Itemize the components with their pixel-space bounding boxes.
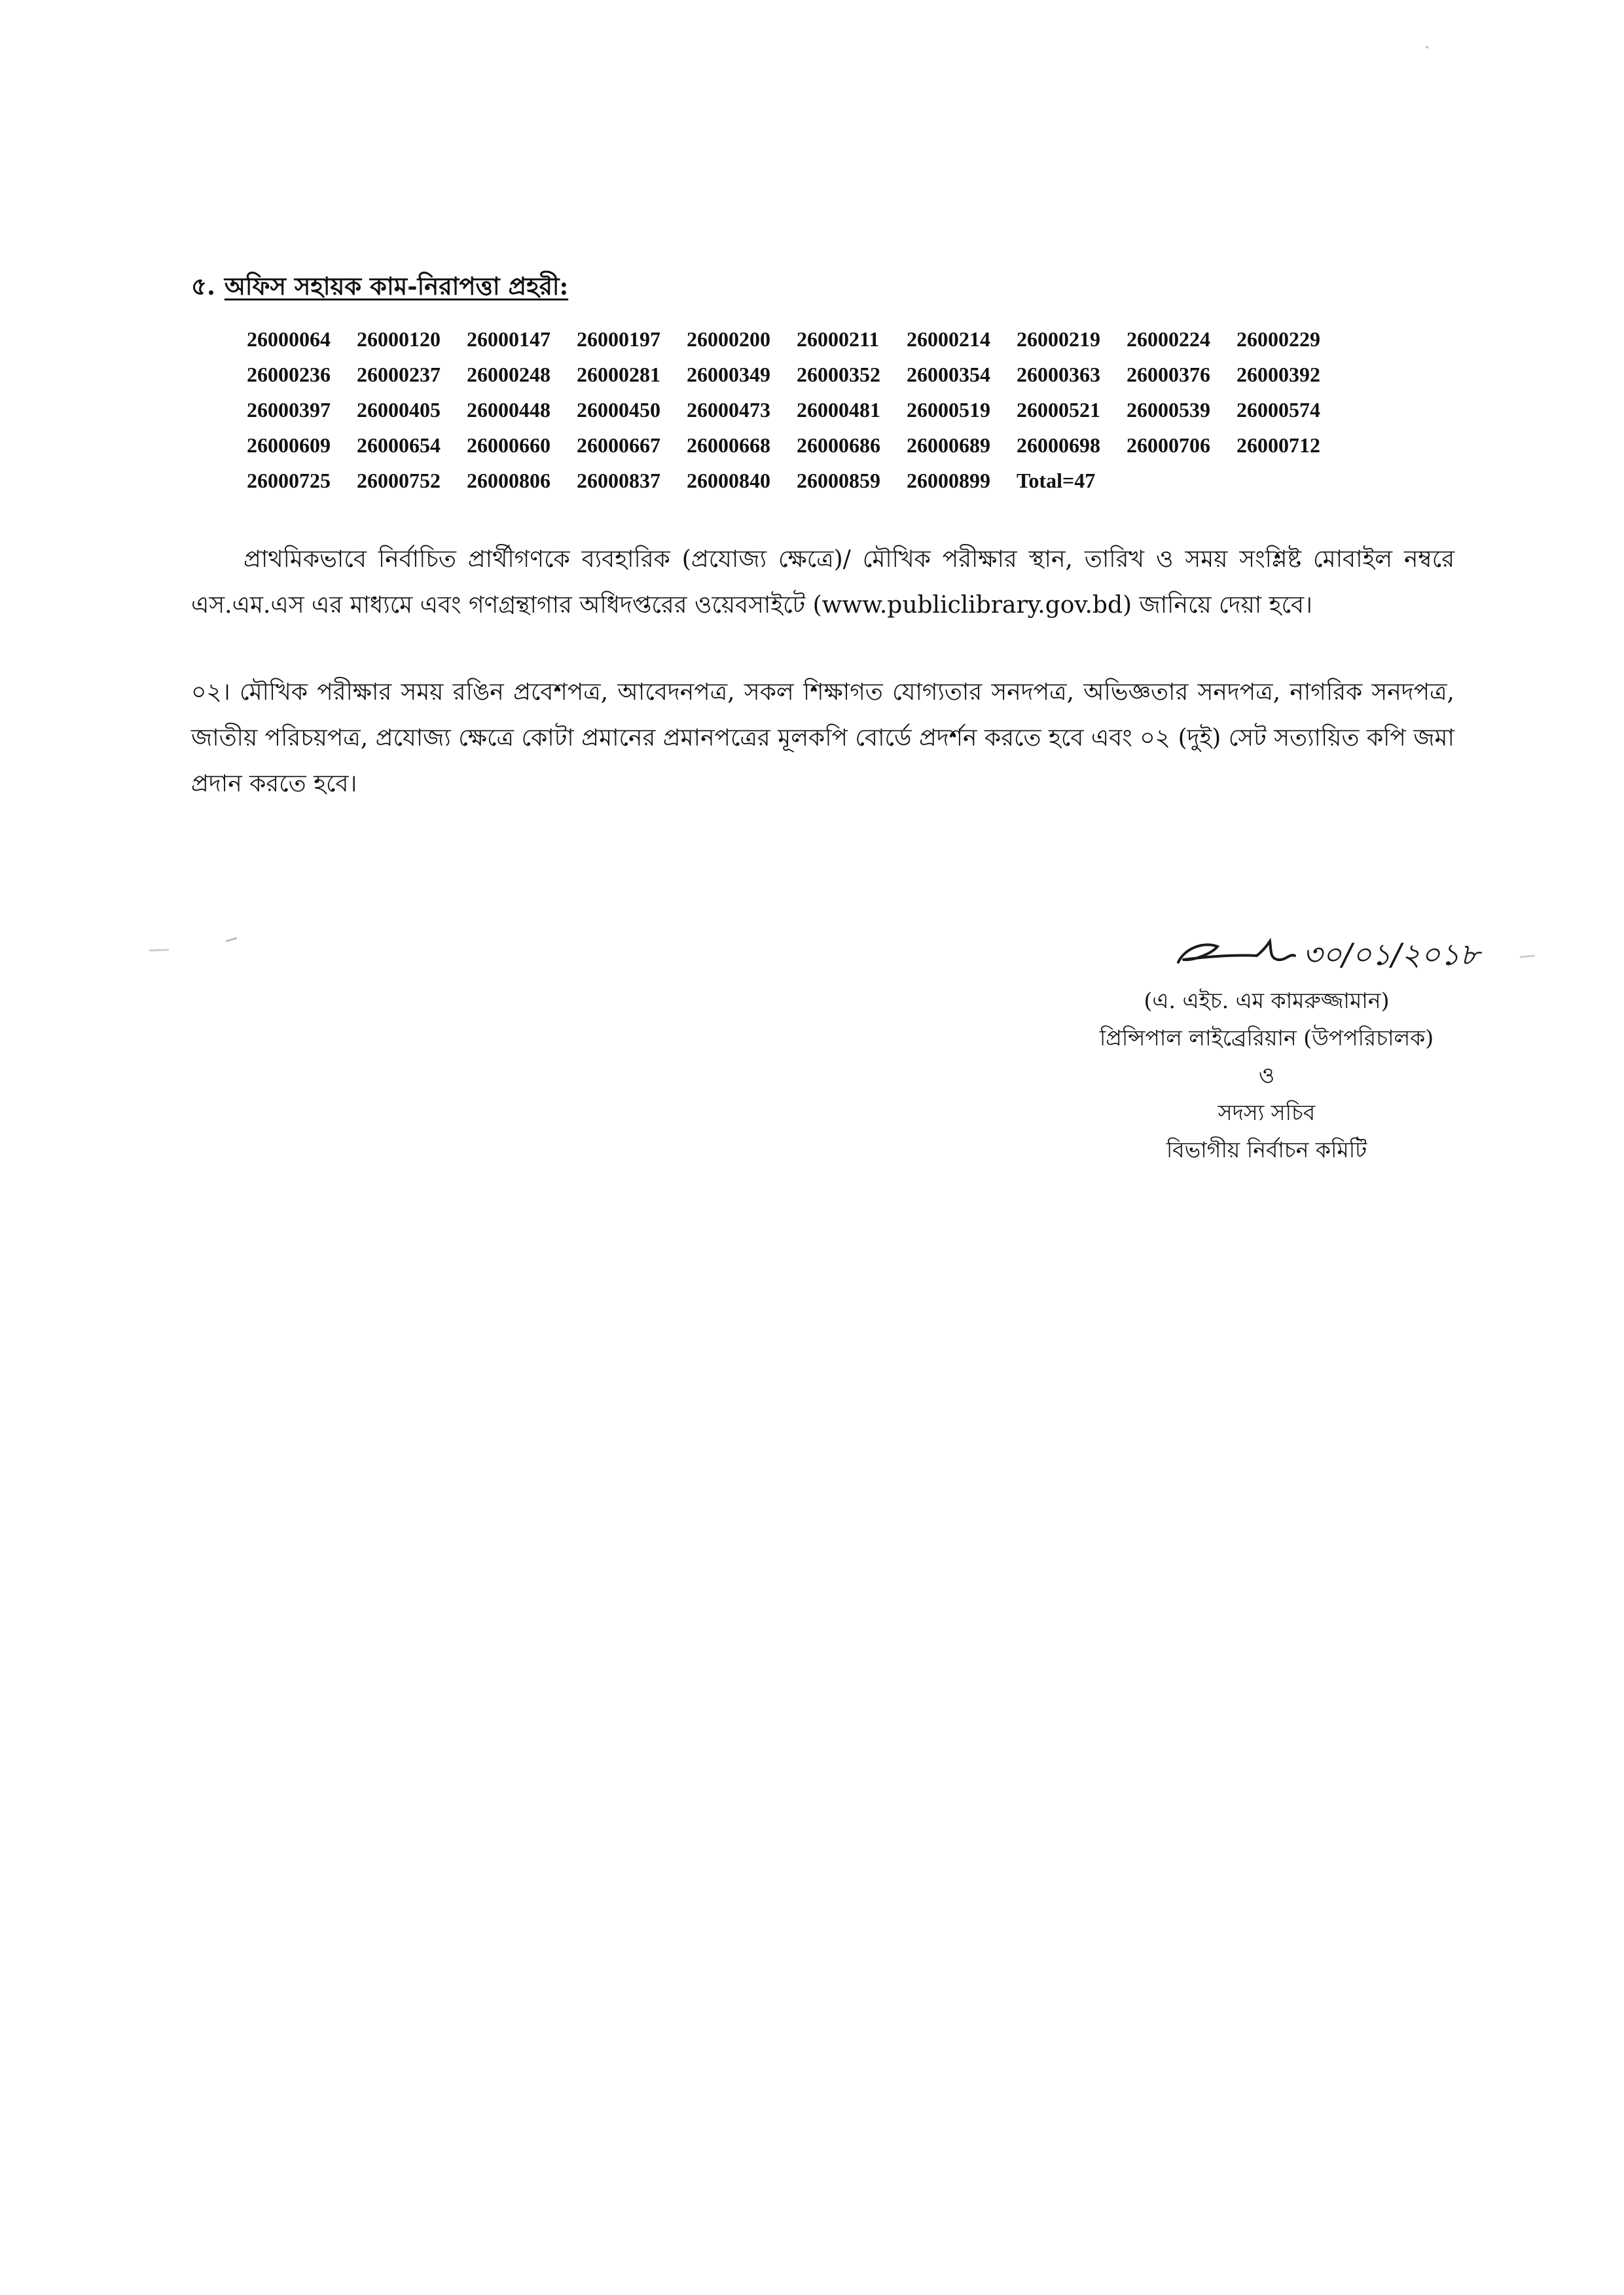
roll-number: 26000405 xyxy=(357,398,441,422)
roll-number-list xyxy=(247,327,1346,504)
roll-number: 26000806 xyxy=(467,469,550,492)
roll-number: 26000840 xyxy=(687,469,770,492)
roll-number: 26000660 xyxy=(467,433,550,457)
signatory-role: সদস্য সচিব xyxy=(1218,1100,1316,1125)
roll-number: 26000859 xyxy=(797,469,880,492)
roll-number: 26000219 xyxy=(1017,327,1100,351)
roll-number: 26000706 xyxy=(1127,433,1210,457)
roll-number: 26000120 xyxy=(357,327,441,351)
roll-number: 26000521 xyxy=(1017,398,1100,422)
roll-number: 26000450 xyxy=(577,398,660,422)
roll-number: 26000473 xyxy=(687,398,770,422)
documents-paragraph: ০২। মৌখিক পরীক্ষার সময় রঙিন প্রবেশপত্র, আবেদনপত্র, সকল শিক্ষাগত যোগ্যতার সনদপত্র, অভিজ্ঞতার সনদপত্র, নাগরিক সনদপত্র, জাতীয় পরিচয়পত্র, প্রযোজ্য ক্ষেত্রে কোটা প্রমানের প্রমানপত্রের মূলকপি বোর্ডে প্রদর্শন করতে হবে এবং ০২ (দুই) সেট সত্যায়িত কপি জমা প্রদান করতে হবে। xyxy=(191,679,1454,797)
scan-speck xyxy=(1426,46,1428,48)
roll-number: 26000147 xyxy=(467,327,550,351)
roll-number: 26000686 xyxy=(797,433,880,457)
notice-paragraph: প্রাথমিকভাবে নির্বাচিত প্রার্থীগণকে ব্যবহারিক (প্রযোজ্য ক্ষেত্রে)/ মৌখিক পরীক্ষার স্থান, তারিখ ও সময় সংশ্লিষ্ট মোবাইল নম্বরে এস.এম.এস এর মাধ্যমে এবং গণগ্রন্থাগার অধিদপ্তরের ওয়েবসাইটে (www.publiclibrary.gov.bd) জানিয়ে দেয়া হবে। xyxy=(191,546,1454,619)
roll-number: 26000197 xyxy=(577,327,660,351)
roll-number: 26000397 xyxy=(247,398,331,422)
roll-number: 26000689 xyxy=(907,433,990,457)
section-heading xyxy=(191,267,568,308)
roll-number: 26000354 xyxy=(907,363,990,386)
roll-number: 26000200 xyxy=(687,327,770,351)
roll-number: 26000725 xyxy=(247,469,331,492)
roll-number: 26000609 xyxy=(247,433,331,457)
roll-number: 26000448 xyxy=(467,398,550,422)
scan-speck xyxy=(226,938,237,941)
roll-number: 26000224 xyxy=(1127,327,1210,351)
roll-number: 26000574 xyxy=(1236,398,1320,422)
roll-number: 26000667 xyxy=(577,433,660,457)
roll-number: 26000752 xyxy=(357,469,441,492)
section-number: ৫. xyxy=(191,272,215,300)
roll-number: 26000837 xyxy=(577,469,660,492)
roll-number: 26000668 xyxy=(687,433,770,457)
roll-number: 26000248 xyxy=(467,363,550,386)
roll-number: 26000281 xyxy=(577,363,660,386)
signatory-designation: প্রিন্সিপাল লাইব্রেরিয়ান (উপপরিচালক) xyxy=(1099,1025,1434,1051)
roll-number: 26000237 xyxy=(357,363,441,386)
roll-number: 26000899 xyxy=(907,469,990,492)
roll-number: 26000363 xyxy=(1017,363,1100,386)
signatory-committee: বিভাগীয় নির্বাচন কমিটি xyxy=(1166,1137,1367,1163)
roll-number: 26000698 xyxy=(1017,433,1100,457)
signature-stroke xyxy=(1178,941,1295,962)
roll-number: 26000539 xyxy=(1127,398,1210,422)
signatory-block xyxy=(1018,982,1515,1168)
signatory-conjunction: ও xyxy=(1258,1062,1275,1088)
roll-number: 26000236 xyxy=(247,363,331,386)
roll-number: 26000481 xyxy=(797,398,880,422)
roll-number: 26000214 xyxy=(907,327,990,351)
roll-number: 26000229 xyxy=(1236,327,1320,351)
roll-number: 26000519 xyxy=(907,398,990,422)
roll-number: 26000211 xyxy=(797,327,880,351)
handwritten-signature xyxy=(1165,922,1532,981)
section-title: অফিস সহায়ক কাম-নিরাপত্তা প্রহরী: xyxy=(224,272,569,300)
roll-number: 26000392 xyxy=(1236,363,1320,386)
roll-number: 26000352 xyxy=(797,363,880,386)
total-count: Total=47 xyxy=(1017,469,1096,492)
signatory-name: (এ. এইচ. এম কামরুজ্জামান) xyxy=(1144,988,1390,1013)
roll-number: 26000654 xyxy=(357,433,441,457)
roll-number: 26000064 xyxy=(247,327,331,351)
roll-number: 26000376 xyxy=(1127,363,1210,386)
roll-number: 26000349 xyxy=(687,363,770,386)
signature-date: ৩০/০১/২০১৮ xyxy=(1303,937,1480,972)
roll-number: 26000712 xyxy=(1236,433,1320,457)
